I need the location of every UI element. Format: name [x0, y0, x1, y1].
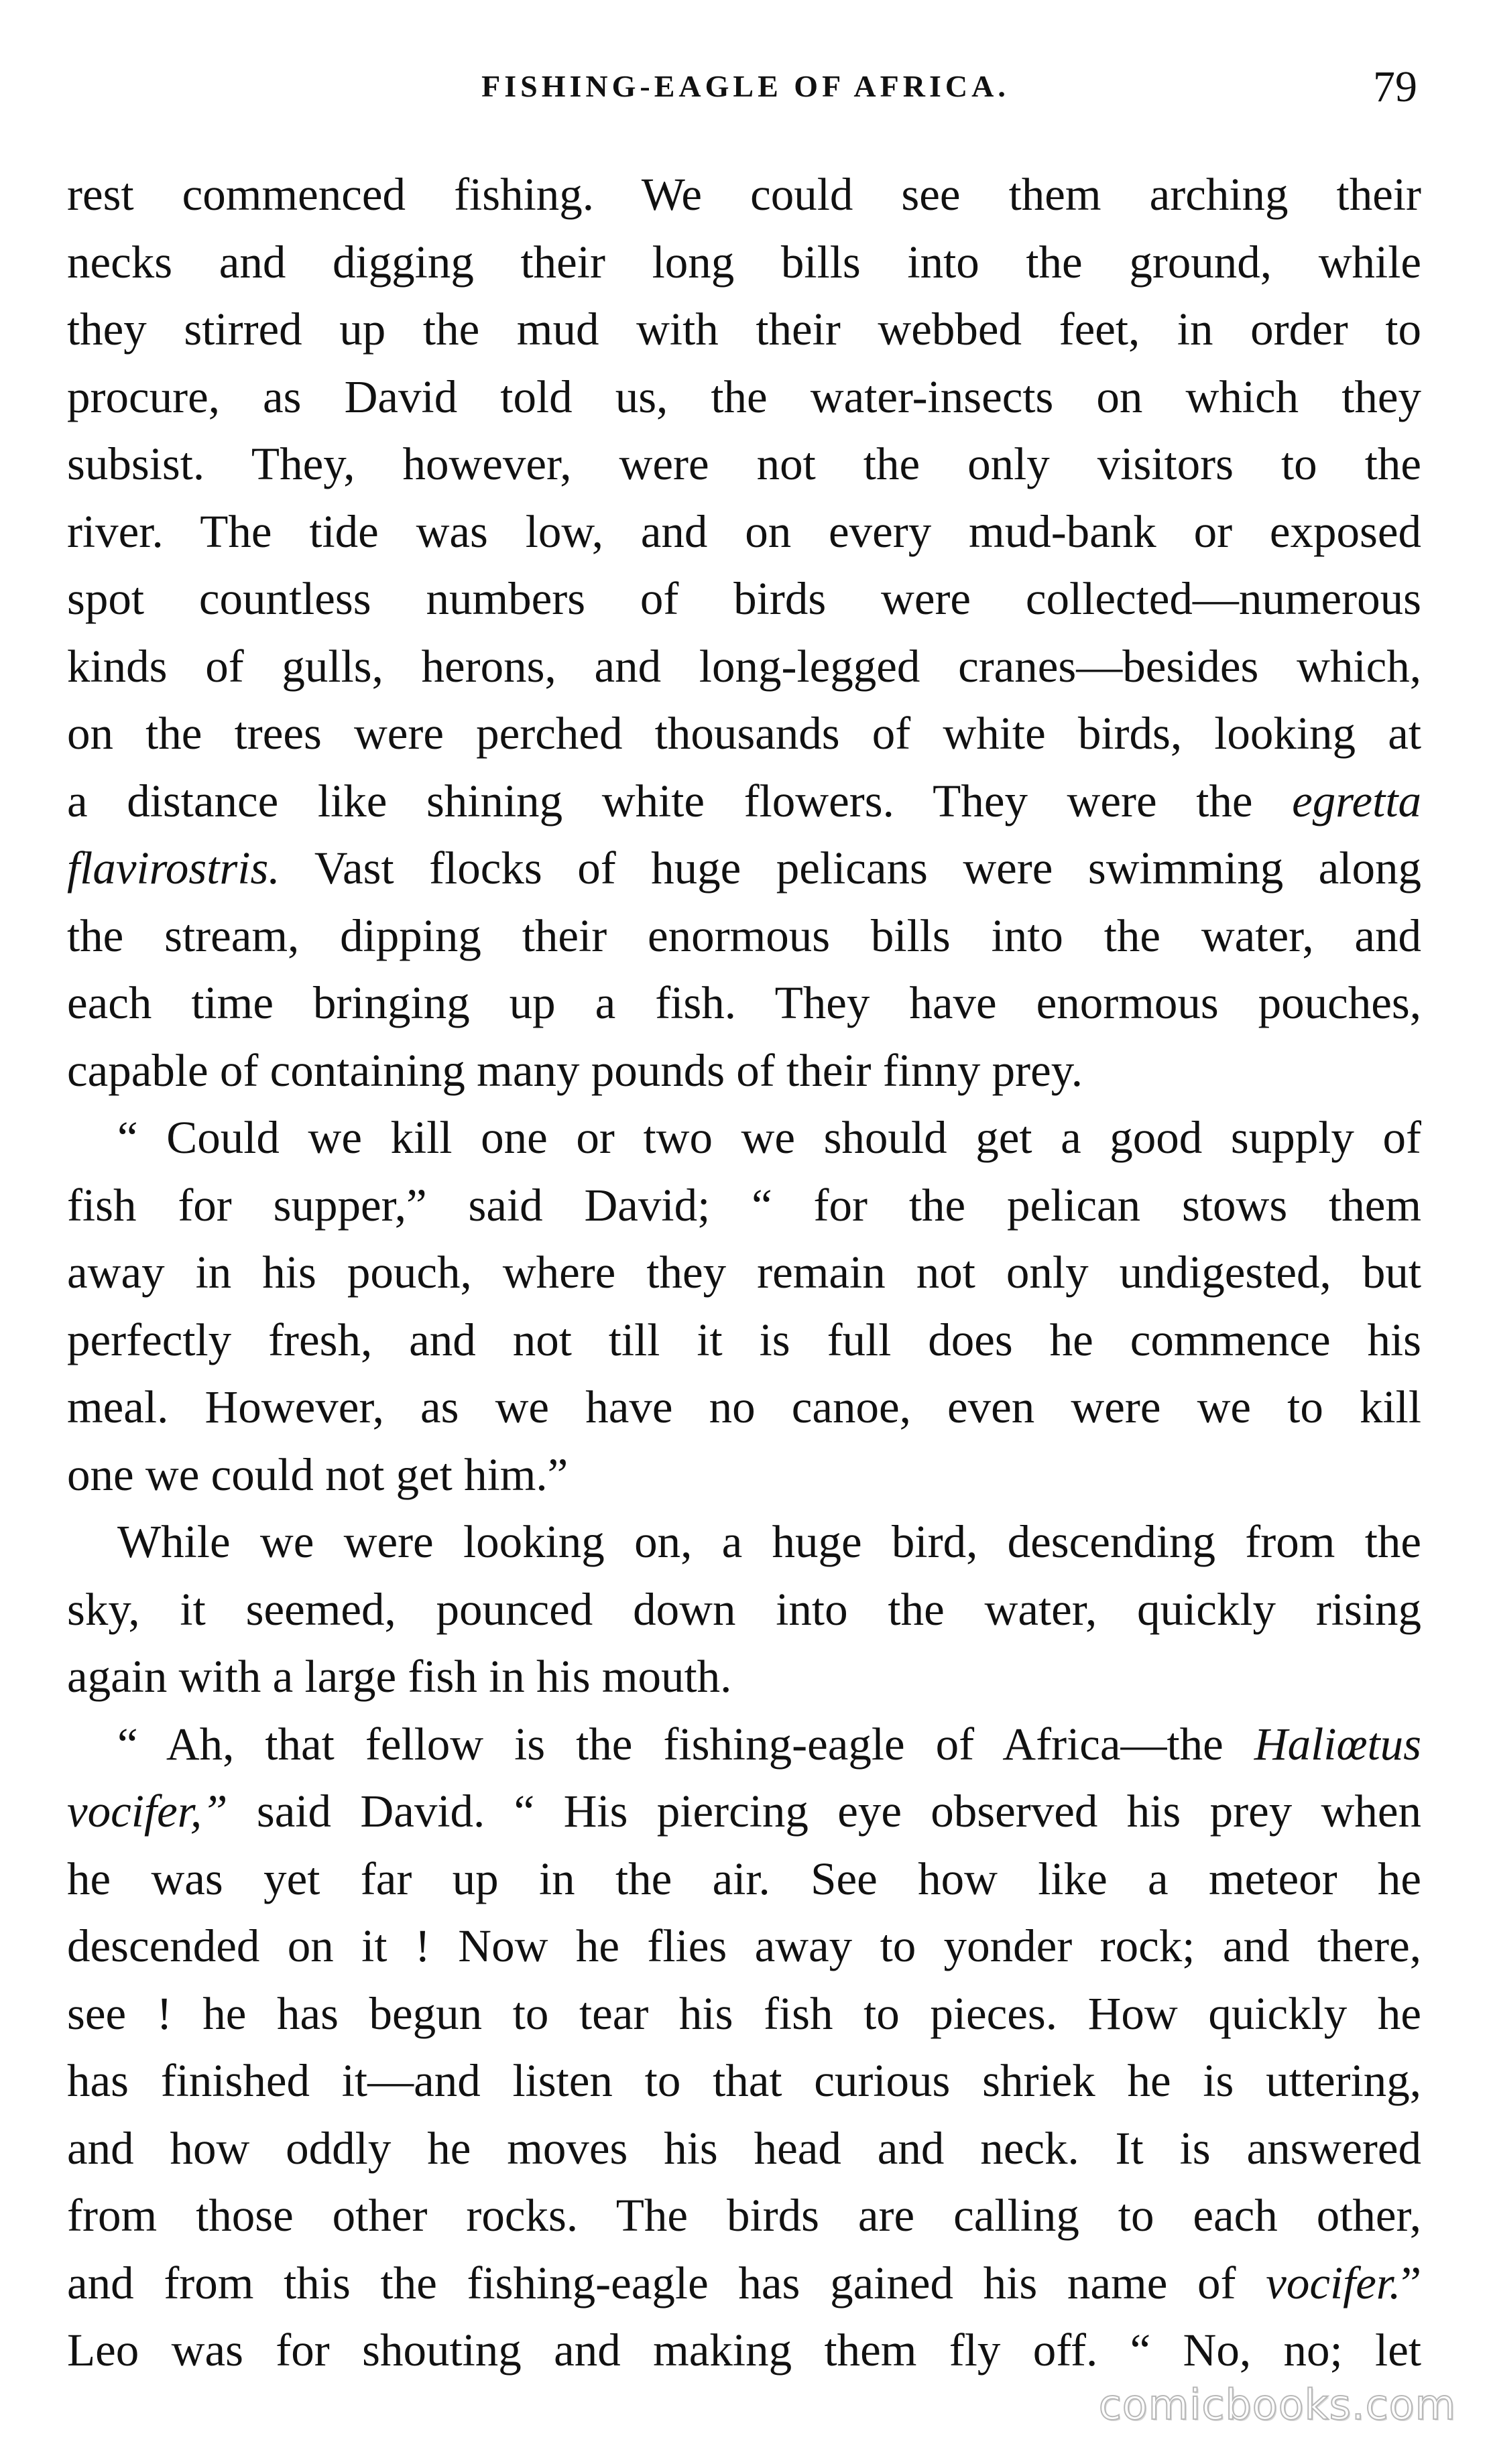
line-text: river. The tide was low, and on every mud-bank or exposed: [67, 505, 1421, 557]
text-line: [67, 1306, 1421, 1374]
line-text: fish for supper,” said David; “ for the pelican stows them: [67, 1179, 1421, 1231]
text-line: [67, 1104, 1421, 1172]
text-line: [67, 498, 1421, 566]
line-text: Vast flocks of huge pelicans were swimming along: [314, 843, 1421, 894]
text-line: [67, 2317, 1421, 2384]
line-text: has finished it—and listen to that curious shriek he is uttering,: [67, 2055, 1421, 2106]
line-text: they stirred up the mud with their webbed feet, in order to: [67, 304, 1421, 355]
line-text: see ! he has begun to tear his fish to pieces. How quickly he: [67, 1987, 1421, 2039]
text-line: [67, 1508, 1421, 1576]
italic-term: Haliœtus: [1254, 1718, 1422, 1770]
line-text: each time bringing up a fish. They have enormous pouches,: [67, 977, 1421, 1028]
italic-term: vocifer,”: [67, 1786, 228, 1837]
line-text: necks and digging their long bills into the ground, while: [67, 236, 1421, 288]
line-text: the stream, dipping their enormous bills into the water, and: [67, 910, 1421, 961]
text-line: [67, 1441, 1421, 1509]
italic-term: vocifer.: [1266, 2257, 1401, 2308]
line-text: on the trees were perched thousands of white birds, looking at: [67, 708, 1421, 759]
line-text: he was yet far up in the air. See how like a meteor he: [67, 1853, 1421, 1904]
italic-term: egretta: [1292, 775, 1422, 826]
text-line: [67, 1980, 1421, 2048]
text-line: [67, 1711, 1421, 1778]
line-text: sky, it seemed, pounced down into the water, quickly rising: [67, 1583, 1421, 1635]
line-text: one we could not get him.”: [67, 1449, 569, 1500]
text-line: [67, 1239, 1421, 1306]
text-line: [67, 1172, 1421, 1239]
line-tail: ”: [1400, 2257, 1422, 2308]
line-text: “ Ah, that fellow is the fishing-eagle of Africa—the: [117, 1718, 1224, 1770]
text-line: [67, 2250, 1421, 2317]
running-title: FISHING-EAGLE OF AFRICA.: [481, 69, 1010, 103]
line-text: rest commenced fishing. We could see them arching their: [67, 169, 1421, 220]
line-text: subsist. They, however, were not the only visitors to the: [67, 438, 1421, 489]
text-line: [67, 1576, 1421, 1644]
line-text: perfectly fresh, and not till it is full does he commence his: [67, 1314, 1421, 1365]
text-line: [67, 1778, 1421, 1845]
text-line: [67, 229, 1421, 296]
line-text: said David. “ His piercing eye observed his prey when: [256, 1786, 1422, 1837]
line-text: a distance like shining white flowers. They were the: [67, 775, 1253, 826]
watermark-logo: comicbooks.com: [1098, 2380, 1456, 2429]
text-line: [67, 1845, 1421, 1913]
text-line: [67, 296, 1421, 363]
text-line: [67, 1912, 1421, 1980]
text-line: [67, 161, 1421, 229]
text-line: [67, 363, 1421, 431]
text-line: [67, 700, 1421, 767]
running-head: [0, 62, 1491, 122]
text-line: [67, 1373, 1421, 1441]
line-text: from those other rocks. The birds are calling to each other,: [67, 2190, 1421, 2241]
line-text: “ Could we kill one or two we should get a good supply of: [117, 1112, 1421, 1163]
text-line: [67, 2182, 1421, 2250]
italic-term: flavirostris.: [67, 843, 280, 894]
body-text: [67, 161, 1421, 2384]
line-text: kinds of gulls, herons, and long-legged cranes—besides which,: [67, 640, 1421, 692]
line-text: procure, as David told us, the water-insects on which they: [67, 371, 1421, 422]
line-text: away in his pouch, where they remain not only undigested, but: [67, 1247, 1421, 1298]
line-text: Leo was for shouting and making them fly off. “ No, no; let: [67, 2325, 1421, 2376]
line-text: meal. However, as we have no canoe, even were we to kill: [67, 1381, 1421, 1432]
line-text: spot countless numbers of birds were collected—numerous: [67, 573, 1421, 624]
text-line: [67, 2047, 1421, 2115]
line-text: and from this the fishing-eagle has gained his name of: [67, 2257, 1236, 2308]
line-text: capable of containing many pounds of their finny prey.: [67, 1044, 1083, 1096]
text-line: [67, 767, 1421, 835]
text-line: [67, 902, 1421, 970]
text-line: [67, 565, 1421, 633]
text-line: [67, 835, 1421, 902]
text-line: [67, 2115, 1421, 2182]
line-text: again with a large fish in his mouth.: [67, 1651, 732, 1702]
line-text: While we were looking on, a huge bird, descending from the: [117, 1516, 1421, 1567]
text-line: [67, 969, 1421, 1037]
text-line: [67, 633, 1421, 700]
line-text: descended on it ! Now he flies away to yonder rock; and there,: [67, 1920, 1421, 1971]
line-text: and how oddly he moves his head and neck. It is answered: [67, 2122, 1421, 2174]
text-line: [67, 1037, 1421, 1105]
page-number: 79: [1373, 62, 1417, 111]
text-line: [67, 430, 1421, 498]
text-line: [67, 1643, 1421, 1711]
